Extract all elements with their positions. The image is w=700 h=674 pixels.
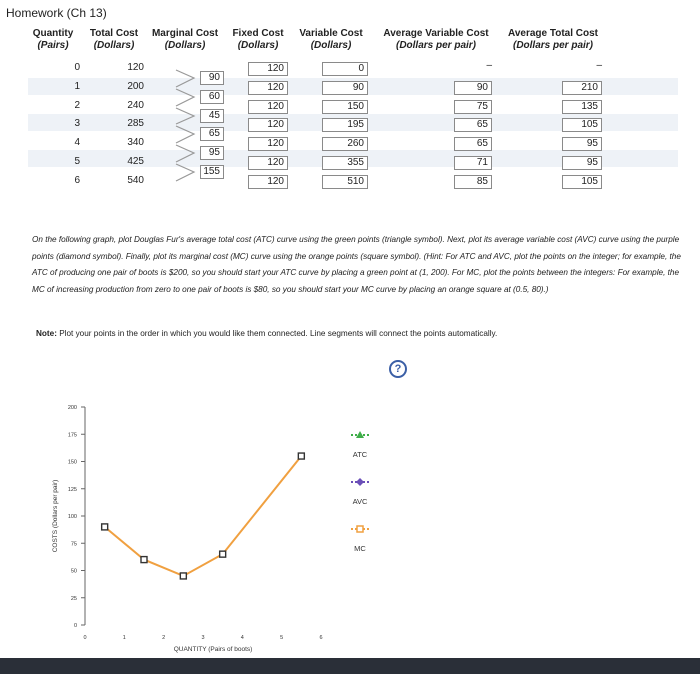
quantity-cell: 2 — [74, 100, 80, 111]
y-tick-label: 25 — [70, 595, 77, 602]
total-cost-cell: 240 — [127, 100, 144, 111]
y-tick-label: 50 — [70, 568, 77, 575]
y-tick-label: 75 — [70, 541, 77, 548]
header-fixed-cost-line2: (Dollars) — [237, 40, 279, 51]
total-cost-cell: 425 — [127, 156, 144, 167]
header-avc-line2: (Dollars per pair) — [395, 40, 477, 51]
y-axis-label: COSTS (Dollars per pair) — [52, 479, 59, 553]
y-tick-label: 0 — [73, 623, 77, 629]
y-tick-label: 125 — [67, 486, 77, 493]
avc-value: 85 — [454, 175, 492, 189]
header-fixed-cost — [228, 28, 288, 52]
diamond-icon — [356, 478, 364, 486]
header-total-cost-line2: (Dollars) — [93, 40, 135, 51]
bracket-icon — [176, 70, 194, 87]
fixed-cost-value: 120 — [248, 62, 288, 76]
bottom-bar — [0, 658, 700, 674]
quantity-cell: 4 — [74, 137, 80, 148]
variable-cost-value: 195 — [322, 118, 368, 132]
avc-value: 65 — [454, 118, 492, 132]
y-tick-label: 100 — [67, 514, 77, 520]
mc-point — [220, 551, 226, 557]
mc-curve-line — [105, 456, 302, 576]
marginal-cost-value: 45 — [200, 109, 224, 123]
atc-value: 210 — [562, 81, 602, 95]
header-atc-line1: Average Total Cost — [507, 28, 599, 39]
variable-cost-value: 90 — [322, 81, 368, 95]
instructions-text: On the following graph, plot Douglas Fur's average total cost (ATC) curve using the green points (triangle symbol). Next, plot its average variable cost (AVC) curve using the purple points (diamond symbol). Finally, plot its marginal cost (MC) curve using the orange points (square symbol). (Hint: For ATC and AVC, plot the points on the integer; for example, the ATC of producing one pair of boots is $200, so you should start your ATC curve by placing a green point at (1, 200). For MC, plot the points between the integers: For example, the MC of increasing production from zero to one pair of boots is $80, so you should start your MC curve by placing an orange square at (0.5, 80).) — [32, 235, 681, 294]
fixed-cost-value: 120 — [248, 118, 288, 132]
quantity-cell: 6 — [74, 175, 80, 186]
legend-label: MC — [354, 544, 366, 553]
mc-point — [141, 557, 147, 563]
quantity-cell: 5 — [74, 156, 80, 167]
marginal-cost-value: 95 — [200, 146, 224, 160]
x-tick-label: 2 — [162, 635, 166, 641]
header-fixed-cost-line1: Fixed Cost — [232, 28, 284, 39]
variable-cost-value: 260 — [322, 137, 368, 151]
avc-value: 65 — [454, 137, 492, 151]
chart-legend — [340, 425, 390, 560]
legend-label: ATC — [352, 450, 368, 459]
x-tick-label: 0 — [83, 635, 87, 641]
fixed-cost-value: 120 — [248, 175, 288, 189]
marginal-cost-brackets — [172, 62, 198, 188]
total-cost-cell: 120 — [127, 62, 144, 73]
x-tick-label: 1 — [122, 635, 126, 641]
header-marginal-cost-line2: (Dollars) — [164, 40, 206, 51]
header-atc-line2: (Dollars per pair) — [512, 40, 594, 51]
header-variable-cost-line2: (Dollars) — [310, 40, 352, 51]
quantity-cell: 3 — [74, 118, 80, 129]
mc-point — [298, 453, 304, 459]
avc-value: 90 — [454, 81, 492, 95]
x-tick-label: 6 — [319, 635, 323, 641]
header-marginal-cost-line1: Marginal Cost — [151, 28, 219, 39]
variable-cost-value: 355 — [322, 156, 368, 170]
variable-cost-value: 510 — [322, 175, 368, 189]
mc-point — [102, 524, 108, 530]
legend-label: AVC — [352, 497, 368, 506]
page-title: Homework (Ch 13) — [6, 6, 107, 20]
variable-cost-value: 0 — [322, 62, 368, 76]
header-total-cost — [84, 28, 144, 52]
total-cost-cell: 340 — [127, 137, 144, 148]
fixed-cost-value: 120 — [248, 156, 288, 170]
quantity-cell: 0 — [74, 62, 80, 73]
header-variable-cost — [294, 28, 368, 52]
bracket-icon — [176, 164, 194, 181]
mc-point — [180, 573, 186, 579]
marginal-cost-value: 90 — [200, 71, 224, 85]
atc-value: 105 — [562, 118, 602, 132]
x-tick-label: 5 — [280, 635, 284, 641]
atc-value: 95 — [562, 137, 602, 151]
avc-dash: – — [486, 60, 492, 71]
atc-dash: – — [596, 60, 602, 71]
header-avc — [376, 28, 496, 52]
note-text: Plot your points in the order in which you would like them connected. Line segments will connect the points automatically. — [59, 329, 498, 338]
header-marginal-cost — [148, 28, 222, 52]
atc-value: 95 — [562, 156, 602, 170]
header-quantity — [28, 28, 78, 52]
x-axis-label: QUANTITY (Pairs of boots) — [173, 646, 253, 653]
avc-value: 71 — [454, 156, 492, 170]
y-tick-label: 175 — [67, 432, 77, 439]
help-icon[interactable]: ? — [389, 360, 407, 378]
variable-cost-value: 150 — [322, 100, 368, 114]
marginal-cost-value: 155 — [200, 165, 224, 179]
atc-value: 105 — [562, 175, 602, 189]
fixed-cost-value: 120 — [248, 81, 288, 95]
avc-value: 75 — [454, 100, 492, 114]
fixed-cost-value: 120 — [248, 137, 288, 151]
note — [36, 329, 497, 338]
marginal-cost-value: 65 — [200, 127, 224, 141]
quantity-cell: 1 — [74, 81, 80, 92]
header-avc-line1: Average Variable Cost — [383, 28, 489, 39]
x-tick-label: 3 — [201, 635, 205, 641]
note-label: Note: — [36, 329, 57, 338]
header-quantity-line2: (Pairs) — [37, 40, 69, 51]
y-tick-label: 200 — [67, 405, 77, 411]
atc-value: 135 — [562, 100, 602, 114]
bracket-icon — [176, 108, 194, 124]
bracket-icon — [176, 126, 194, 143]
fixed-cost-value: 120 — [248, 100, 288, 114]
header-total-cost-line1: Total Cost — [89, 28, 139, 39]
bracket-icon — [176, 145, 194, 162]
total-cost-cell: 285 — [127, 118, 144, 129]
bracket-icon — [176, 89, 194, 106]
total-cost-cell: 540 — [127, 175, 144, 186]
square-icon — [357, 526, 363, 532]
header-variable-cost-line1: Variable Cost — [299, 28, 363, 39]
header-quantity-line1: Quantity — [32, 28, 74, 39]
x-tick-label: 4 — [240, 635, 244, 641]
header-atc — [500, 28, 606, 52]
marginal-cost-value: 60 — [200, 90, 224, 104]
triangle-icon — [356, 431, 364, 438]
y-tick-label: 150 — [67, 459, 77, 466]
total-cost-cell: 200 — [127, 81, 144, 92]
